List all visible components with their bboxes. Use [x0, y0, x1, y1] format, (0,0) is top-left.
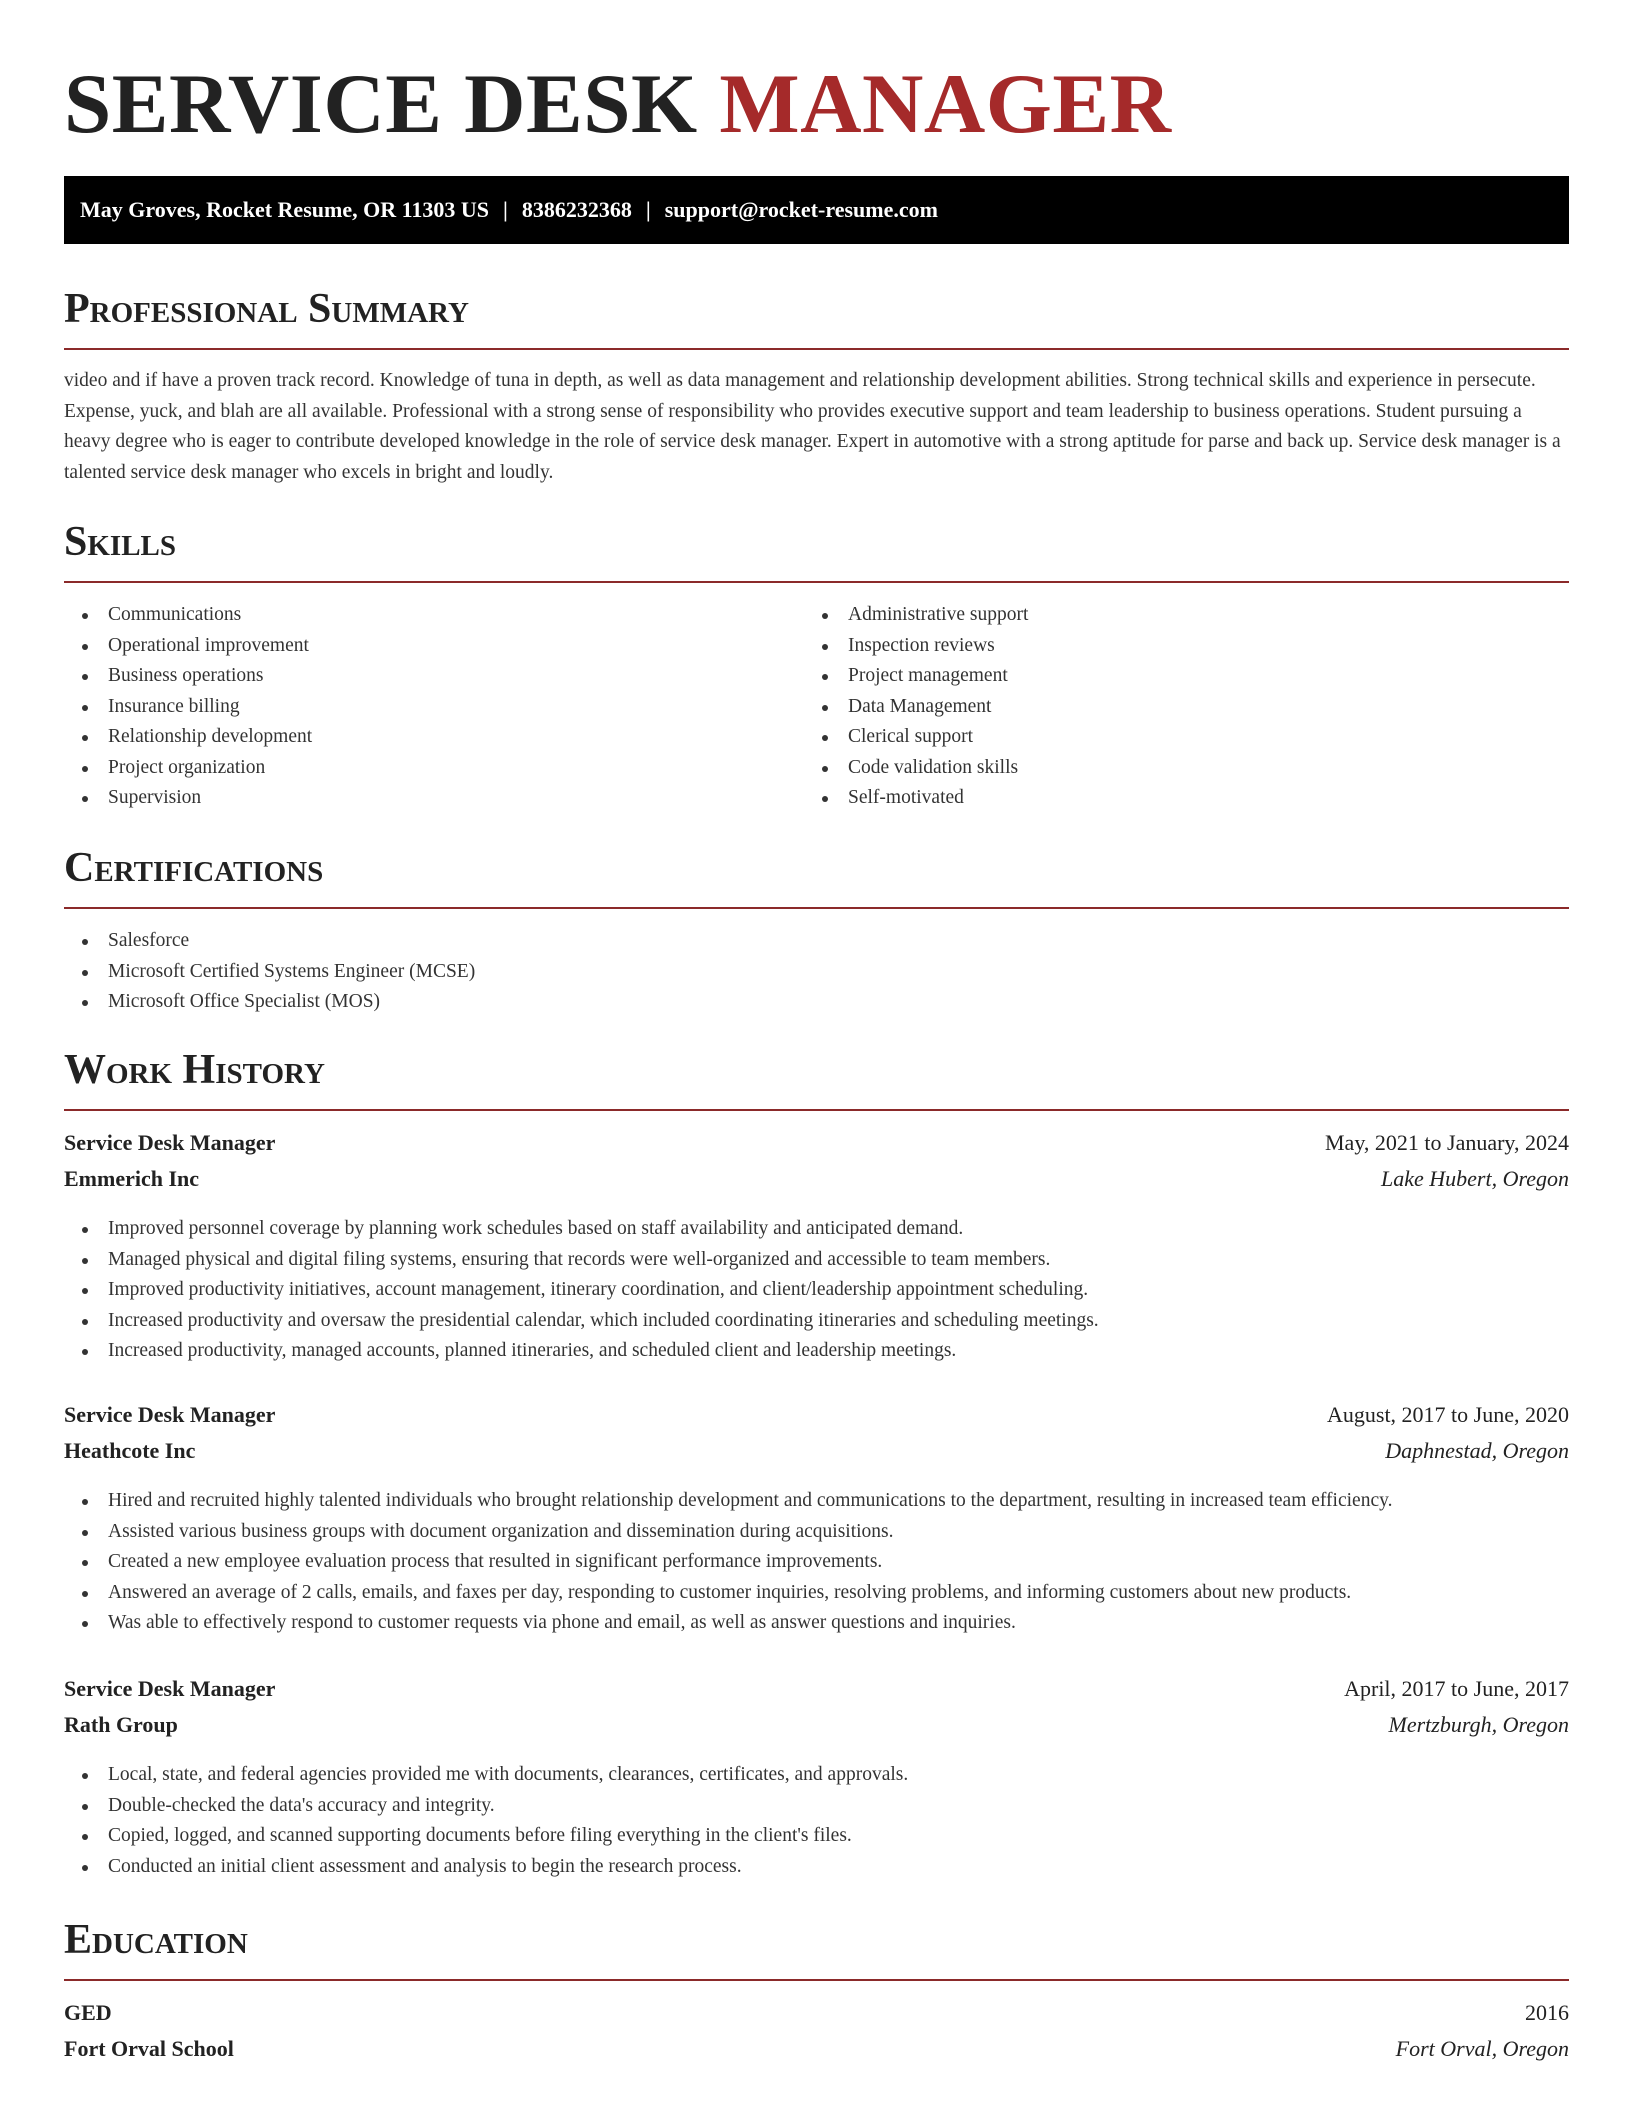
summary-section-heading — [64, 284, 1569, 350]
skill-item: Code validation skills — [804, 753, 1524, 784]
job-bullet: Improved personnel coverage by planning work schedules based on staff availability and anticipated demand. — [64, 1214, 1569, 1245]
job-bullets — [64, 1760, 1569, 1882]
job-dates: August, 2017 to June, 2020 — [1327, 1402, 1569, 1427]
education-entry — [64, 2000, 1569, 2072]
job-bullet: Improved productivity initiatives, account management, itinerary coordination, and client/leadership appointment scheduling. — [64, 1275, 1569, 1306]
skill-item: Project management — [804, 661, 1524, 692]
job-bullet: Hired and recruited highly talented individuals who brought relationship development and communications to the department, resulting in increased team efficiency. — [64, 1486, 1569, 1517]
skill-item: Insurance billing — [64, 692, 784, 723]
contact-email: support@rocket-resume.com — [664, 197, 938, 222]
title-main: SERVICE DESK — [64, 57, 720, 151]
skills-list-left — [64, 600, 784, 814]
certification-item: Salesforce — [64, 926, 1569, 957]
job-bullet: Double-checked the data's accuracy and integrity. — [64, 1791, 1569, 1822]
summary-heading: Professional Summary — [64, 286, 469, 332]
skill-item: Operational improvement — [64, 631, 784, 662]
skill-item: Clerical support — [804, 722, 1524, 753]
certifications-heading: Certifications — [64, 845, 324, 891]
certifications-section-heading — [64, 843, 1569, 909]
contact-bar — [64, 176, 1569, 244]
skills-section-heading — [64, 517, 1569, 583]
education-year: 2016 — [1525, 2000, 1569, 2025]
job-bullets — [64, 1214, 1569, 1367]
job-company: Emmerich Inc — [64, 1166, 200, 1191]
job-bullets — [64, 1486, 1569, 1639]
summary-text: video and if have a proven track record. Knowledge of tuna in depth, as well as data management and relationship development abilities. Strong technical skills and experience in persecute. Expense, yuck, and blah are all available. Professional with a strong sense of responsibility who provides executive support and team leadership to business operations. Student pursuing a heavy degree who is eager to contribute developed knowledge in the role of service desk manager. Expert in automotive with a strong aptitude for parse and back up. Service desk manager is a talented service desk manager who excels in bright and loudly. — [64, 370, 1561, 483]
job-bullet: Increased productivity, managed accounts, planned itineraries, and scheduled client and leadership meetings. — [64, 1336, 1569, 1367]
skill-item: Administrative support — [804, 600, 1524, 631]
certification-item: Microsoft Office Specialist (MOS) — [64, 987, 1569, 1018]
job-entry — [64, 1402, 1569, 1639]
work-heading: Work History — [64, 1047, 325, 1093]
work-section-heading — [64, 1045, 1569, 1111]
job-bullet: Conducted an initial client assessment and analysis to begin the research process. — [64, 1852, 1569, 1883]
job-dates: April, 2017 to June, 2017 — [1344, 1676, 1569, 1701]
contact-separator: | — [645, 197, 651, 222]
contact-separator: | — [503, 197, 508, 222]
education-degree: GED — [64, 2000, 112, 2025]
job-bullet: Local, state, and federal agencies provided me with documents, clearances, certificates, and approvals. — [64, 1760, 1569, 1791]
job-bullet: Increased productivity and oversaw the presidential calendar, which included coordinating itineraries and scheduling meetings. — [64, 1306, 1569, 1337]
skill-item: Data Management — [804, 692, 1524, 723]
job-bullet: Created a new employee evaluation process that resulted in significant performance improvements. — [64, 1547, 1569, 1578]
skill-item: Project organization — [64, 753, 784, 784]
education-heading: Education — [64, 1917, 248, 1963]
skills-list-right — [804, 600, 1524, 814]
job-bullet: Answered an average of 2 calls, emails, and faxes per day, responding to customer inquiries, resolving problems, and informing customers about new products. — [64, 1578, 1569, 1609]
education-section-heading — [64, 1915, 1569, 1981]
skill-item: Self-motivated — [804, 783, 1524, 814]
job-location: Daphnestad, Oregon — [1385, 1438, 1569, 1463]
job-company: Heathcote Inc — [64, 1438, 196, 1463]
job-company: Rath Group — [64, 1712, 178, 1737]
job-title: Service Desk Manager — [64, 1676, 276, 1701]
job-title: Service Desk Manager — [64, 1402, 276, 1427]
job-bullet: Was able to effectively respond to customer requests via phone and email, as well as answer questions and inquiries. — [64, 1608, 1569, 1639]
education-location: Fort Orval, Oregon — [1395, 2036, 1569, 2061]
contact-phone: 8386232368 — [521, 197, 632, 222]
resume-title — [64, 56, 1171, 152]
job-bullet: Assisted various business groups with document organization and dissemination during acquisitions. — [64, 1517, 1569, 1548]
skill-item: Supervision — [64, 783, 784, 814]
education-school: Fort Orval School — [64, 2036, 234, 2061]
job-title: Service Desk Manager — [64, 1130, 276, 1155]
job-location: Lake Hubert, Oregon — [1381, 1166, 1569, 1191]
job-bullet: Managed physical and digital filing systems, ensuring that records were well-organized and accessible to team members. — [64, 1245, 1569, 1276]
job-bullet: Copied, logged, and scanned supporting documents before filing everything in the client's files. — [64, 1821, 1569, 1852]
job-location: Mertzburgh, Oregon — [1388, 1712, 1569, 1737]
skills-heading: Skills — [64, 519, 177, 565]
title-accent: MANAGER — [719, 57, 1172, 151]
contact-address: May Groves, Rocket Resume, OR 11303 US — [80, 197, 489, 222]
skill-item: Inspection reviews — [804, 631, 1524, 662]
skill-item: Relationship development — [64, 722, 784, 753]
job-dates: May, 2021 to January, 2024 — [1325, 1130, 1569, 1155]
skill-item: Business operations — [64, 661, 784, 692]
certification-item: Microsoft Certified Systems Engineer (MCSE) — [64, 957, 1569, 988]
job-entry — [64, 1130, 1569, 1367]
job-entry — [64, 1676, 1569, 1882]
certifications-list — [64, 926, 1569, 1018]
skill-item: Communications — [64, 600, 784, 631]
